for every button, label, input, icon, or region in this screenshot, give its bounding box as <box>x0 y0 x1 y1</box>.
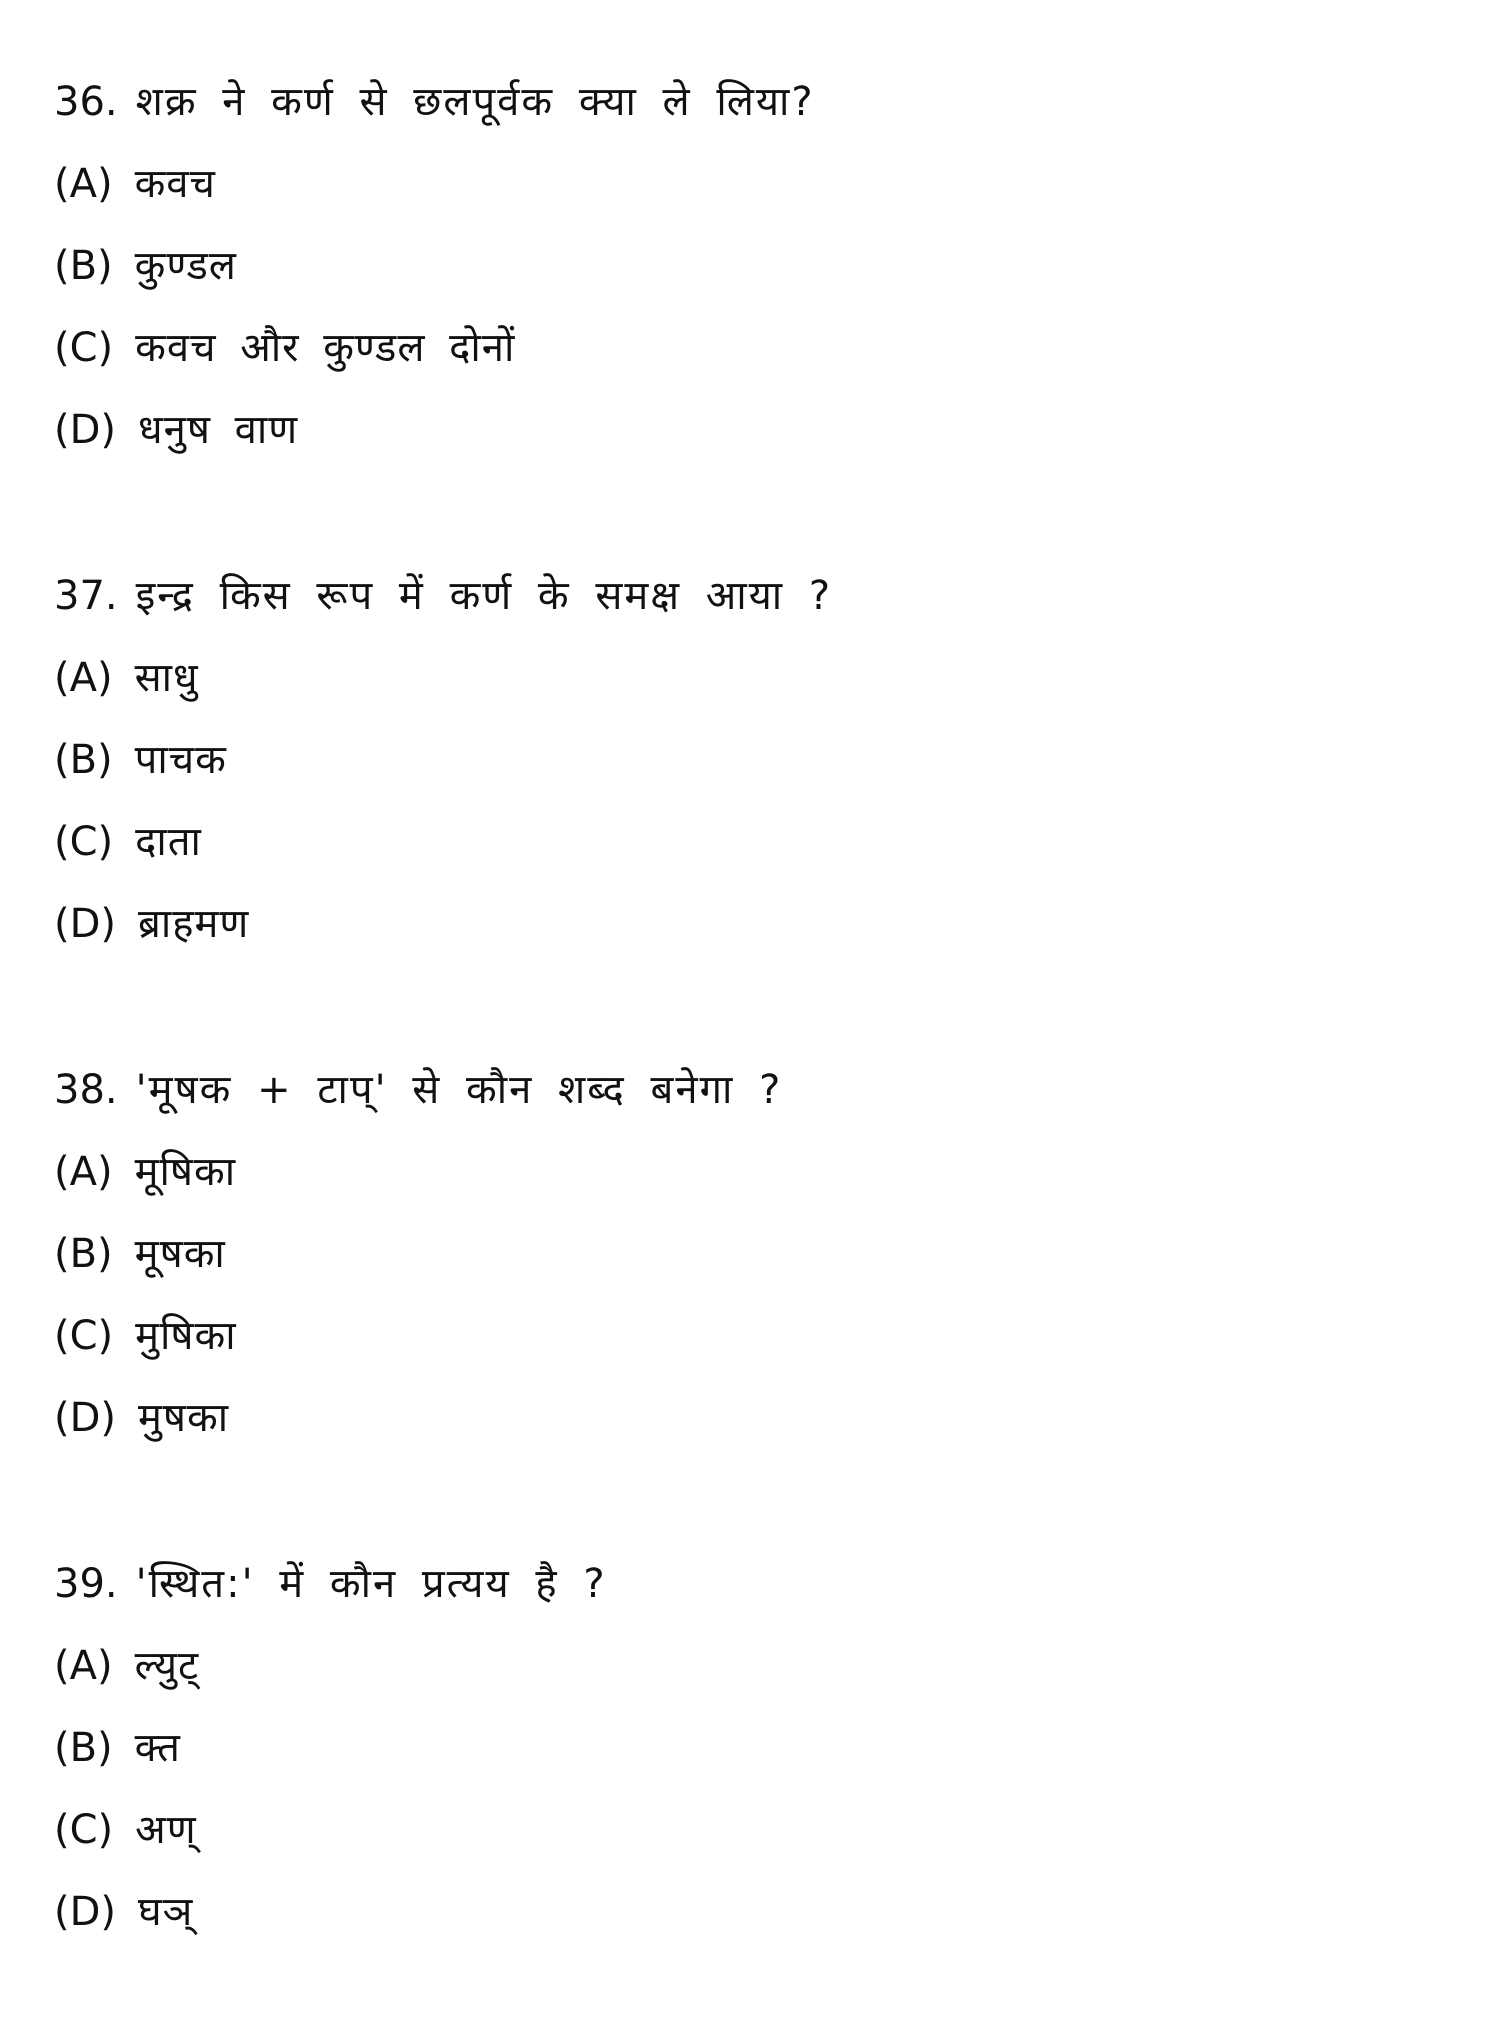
option-text: क्त <box>134 1725 181 1771</box>
option-a <box>54 1636 1434 1718</box>
option-text: ल्युट् <box>134 1643 200 1689</box>
option-c <box>54 1800 1434 1882</box>
option-label: (B) <box>54 737 113 783</box>
option-label: (A) <box>54 1643 113 1689</box>
option-label: (A) <box>54 1149 113 1195</box>
option-text: साधु <box>134 655 199 701</box>
question-39 <box>54 1554 1434 1964</box>
option-text: मूषिका <box>134 1149 237 1195</box>
option-d <box>54 1882 1434 1964</box>
option-text: ब्राहमण <box>138 901 250 947</box>
question-stem <box>54 72 1434 154</box>
option-text: कुण्डल <box>134 243 237 289</box>
option-label: (C) <box>54 1807 114 1853</box>
question-text: शक्र ने कर्ण से छलपूर्वक क्या ले लिया? <box>135 79 815 125</box>
option-a <box>54 1142 1434 1224</box>
option-label: (D) <box>54 1889 117 1935</box>
option-c <box>54 1306 1434 1388</box>
option-a <box>54 648 1434 730</box>
option-label: (D) <box>54 1395 117 1441</box>
question-text: 'मूषक + टाप्' से कौन शब्द बनेगा ? <box>135 1067 783 1113</box>
option-b <box>54 236 1434 318</box>
option-text: कवच <box>134 161 216 207</box>
option-text: धनुष वाण <box>138 407 299 453</box>
option-text: घञ् <box>138 1889 194 1935</box>
option-text: दाता <box>135 819 202 865</box>
question-stem <box>54 566 1434 648</box>
option-b <box>54 1224 1434 1306</box>
option-label: (D) <box>54 407 117 453</box>
question-number: 37. <box>54 573 118 619</box>
question-number: 36. <box>54 79 118 125</box>
option-b <box>54 730 1434 812</box>
option-label: (C) <box>54 1313 114 1359</box>
option-label: (A) <box>54 655 113 701</box>
question-36 <box>54 72 1434 482</box>
option-label: (B) <box>54 243 113 289</box>
option-c <box>54 318 1434 400</box>
option-label: (D) <box>54 901 117 947</box>
option-d <box>54 894 1434 976</box>
option-a <box>54 154 1434 236</box>
option-text: पाचक <box>134 737 227 783</box>
option-text: अण् <box>135 1807 197 1853</box>
option-text: कवच और कुण्डल दोनों <box>135 325 516 371</box>
question-38 <box>54 1060 1434 1470</box>
option-d <box>54 1388 1434 1470</box>
option-text: मूषका <box>134 1231 226 1277</box>
option-label: (B) <box>54 1725 113 1771</box>
option-label: (A) <box>54 161 113 207</box>
question-number: 38. <box>54 1067 118 1113</box>
option-text: मुषका <box>138 1395 230 1441</box>
option-b <box>54 1718 1434 1800</box>
question-text: 'स्थित:' में कौन प्रत्यय है ? <box>135 1561 607 1607</box>
option-c <box>54 812 1434 894</box>
question-text: इन्द्र किस रूप में कर्ण के समक्ष आया ? <box>135 573 833 619</box>
option-d <box>54 400 1434 482</box>
question-stem <box>54 1554 1434 1636</box>
option-text: मुषिका <box>135 1313 237 1359</box>
question-stem <box>54 1060 1434 1142</box>
question-number: 39. <box>54 1561 118 1607</box>
option-label: (C) <box>54 325 114 371</box>
option-label: (C) <box>54 819 114 865</box>
option-label: (B) <box>54 1231 113 1277</box>
question-37 <box>54 566 1434 976</box>
